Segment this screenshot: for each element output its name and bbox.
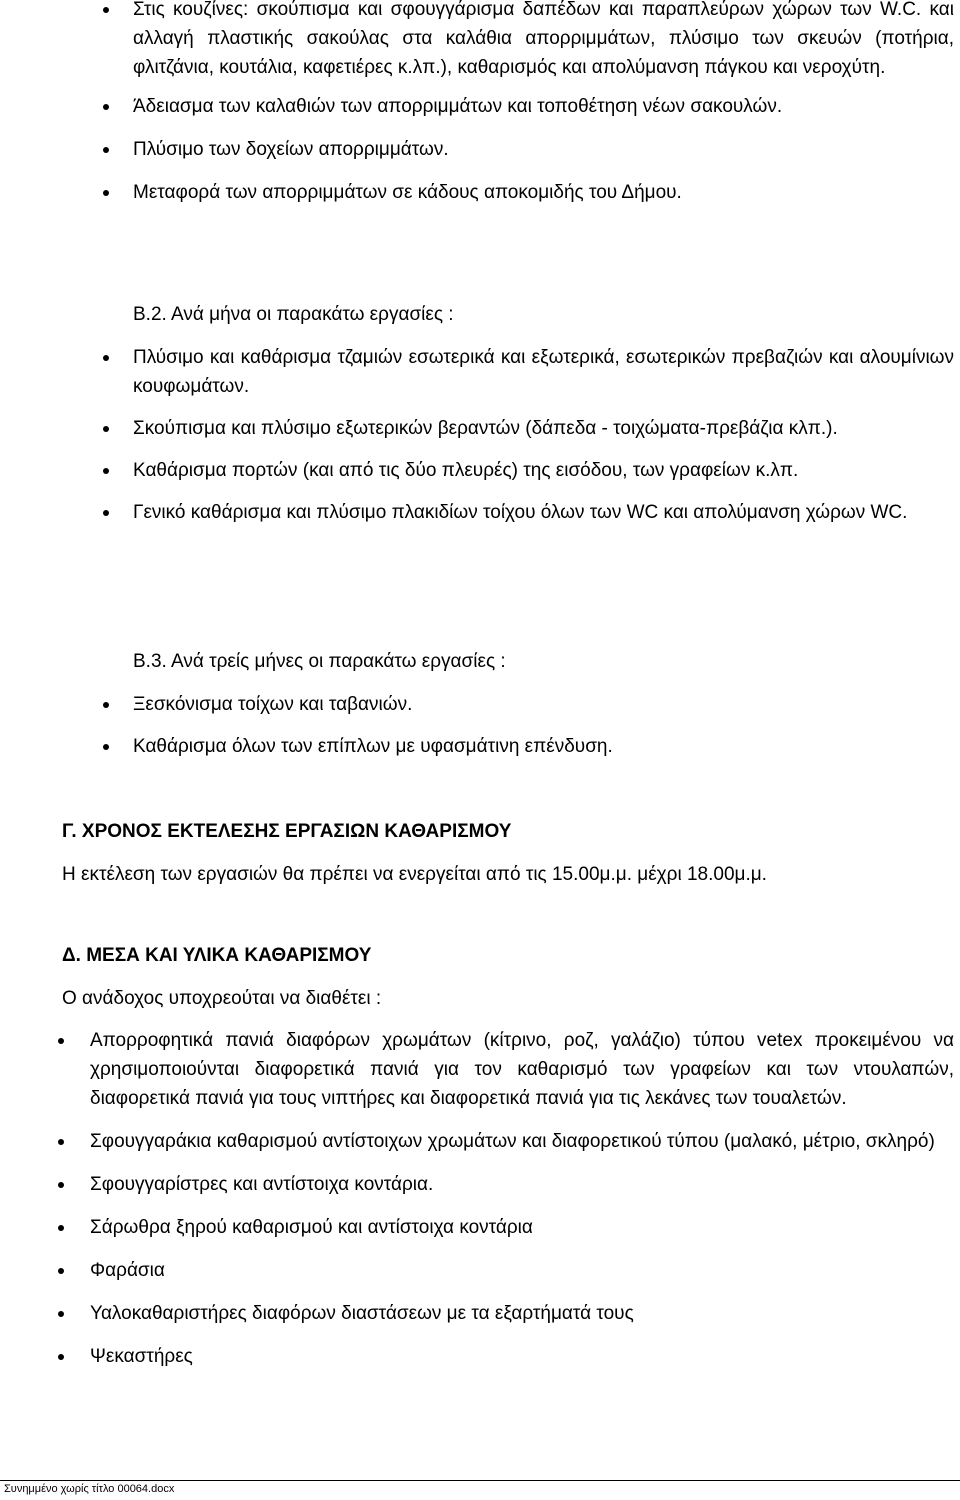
list-item: Ψεκαστήρες [0,1342,960,1371]
b1-task-list [0,0,960,207]
list-item: Πλύσιμο των δοχείων απορριμμάτων. [0,135,960,164]
list-item: Σκούπισμα και πλύσιμο εξωτερικών βεραντών (δάπεδα - τοιχώματα-πρεβάζια κλπ.). [0,414,960,443]
section-d-heading: Δ. ΜΕΣΑ ΚΑΙ ΥΛΙΚΑ ΚΑΘΑΡΙΣΜΟΥ [62,945,372,966]
section-c-text: Η εκτέλεση των εργασιών θα πρέπει να ενεργείται από τις 15.00μ.μ. μέχρι 18.00μ.μ. [62,864,767,885]
footer-filename: Συνημμένο χωρίς τίτλο 00064.docx [0,1480,960,1497]
list-item: Μεταφορά των απορριμμάτων σε κάδους αποκομιδής του Δήμου. [0,178,960,207]
list-item: Καθάρισμα πορτών (και από τις δύο πλευρές) της εισόδου, των γραφείων κ.λπ. [0,456,960,485]
list-item: Πλύσιμο και καθάρισμα τζαμιών εσωτερικά και εξωτερικά, εσωτερικών πρεβαζιών και αλουμίνιων κουφωμάτων. [0,343,960,401]
section-d-intro: Ο ανάδοχος υποχρεούται να διαθέτει : [62,988,382,1009]
list-item: Άδειασμα των καλαθιών των απορριμμάτων και τοποθέτηση νέων σακουλών. [0,92,960,121]
list-item: Ξεσκόνισμα τοίχων και ταβανιών. [0,690,960,719]
d-materials-list [0,1026,960,1371]
list-item: Υαλοκαθαριστήρες διαφόρων διαστάσεων με τα εξαρτήματά τους [0,1299,960,1328]
list-item: Σφουγγαρίστρες και αντίστοιχα κοντάρια. [0,1170,960,1199]
list-item: Καθάρισμα όλων των επίπλων με υφασμάτινη επένδυση. [0,732,960,761]
list-item: Σάρωθρα ξηρού καθαρισμού και αντίστοιχα κοντάρια [0,1213,960,1242]
b3-task-list [0,690,960,761]
section-c-heading: Γ. ΧΡΟΝΟΣ ΕΚΤΕΛΕΣΗΣ ΕΡΓΑΣΙΩΝ ΚΑΘΑΡΙΣΜΟΥ [62,821,512,842]
b2-task-list [0,343,960,527]
b2-heading: Β.2. Ανά μήνα οι παρακάτω εργασίες : [133,304,454,325]
list-item: Στις κουζίνες: σκούπισμα και σφουγγάρισμα δαπέδων και παραπλεύρων χώρων των W.C. και αλλαγή πλαστικής σακούλας στα καλάθια απορριμμάτων, πλύσιμο των σκευών (ποτήρια, φλιτζάνια, κουτάλια, καφετιέρες κ.λπ.), καθαρισμός και απολύμανση πάγκου και νεροχύτη. [0,0,960,82]
list-item: Φαράσια [0,1256,960,1285]
list-item: Απορροφητικά πανιά διαφόρων χρωμάτων (κίτρινο, ροζ, γαλάζιο) τύπου vetex προκειμένου να χρησιμοποιούνται διαφορετικά πανιά για τον καθαρισμό των γραφείων και των ντουλαπών, διαφορετικά πανιά για τους νιπτήρες και διαφορετικά πανιά για τις λεκάνες των τουαλετών. [0,1026,960,1113]
list-item: Σφουγγαράκια καθαρισμού αντίστοιχων χρωμάτων και διαφορετικού τύπου (μαλακό, μέτριο, σκληρό) [0,1127,960,1156]
b3-heading: Β.3. Ανά τρείς μήνες οι παρακάτω εργασίες : [133,651,506,672]
list-item: Γενικό καθάρισμα και πλύσιμο πλακιδίων τοίχου όλων των WC και απολύμανση χώρων WC. [0,498,960,527]
